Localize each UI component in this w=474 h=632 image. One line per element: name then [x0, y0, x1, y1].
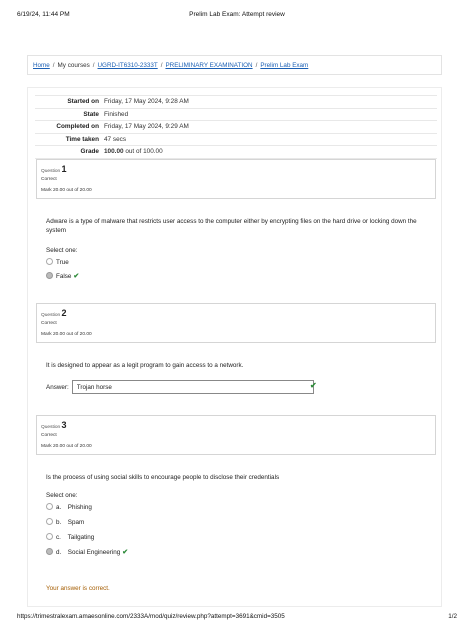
breadcrumb-separator: / [255, 62, 258, 69]
summary-key: State [83, 110, 99, 118]
breadcrumb-section-link[interactable]: PRELIMINARY EXAMINATION [165, 62, 253, 69]
radio-button[interactable] [46, 518, 53, 525]
print-url: https://trimestralexam.amaesonline.com/2333A/mod/quiz/review.php?attempt=3691&cmid=3505 [17, 613, 285, 620]
question-2-text: It is designed to appear as a legit program to gain access to a network. [46, 362, 244, 369]
breadcrumb-quiz-link[interactable]: Prelim Lab Exam [260, 62, 309, 69]
question-1-select-label: Select one: [46, 247, 78, 254]
option-label: Tailgating [67, 534, 95, 541]
question-3-select-label: Select one: [46, 492, 78, 499]
question-1-option-false[interactable] [46, 272, 79, 281]
answer-label: Answer: [46, 383, 69, 391]
check-icon: ✔ [310, 381, 317, 390]
option-label: Phishing [67, 504, 92, 511]
summary-key: Grade [80, 148, 99, 155]
breadcrumb-home-link[interactable]: Home [33, 62, 50, 69]
option-label: Social Engineering [67, 549, 121, 556]
attempt-summary-table [35, 95, 437, 159]
breadcrumb-separator: / [160, 62, 163, 69]
print-footer [17, 613, 457, 620]
question-1-option-true[interactable] [46, 258, 69, 267]
option-letter: d. [56, 549, 62, 556]
option-label: Spam [67, 519, 85, 526]
question-mark: Mark 20.00 out of 20.00 [41, 444, 92, 449]
summary-key: Time taken [65, 135, 99, 143]
option-letter: b. [56, 519, 62, 526]
summary-key: Completed on [56, 123, 99, 130]
option-letter: c. [56, 534, 61, 541]
summary-value: Finished [104, 110, 129, 118]
question-mark: Mark 20.00 out of 20.00 [41, 188, 92, 193]
print-datetime: 6/19/24, 11:44 PM [17, 11, 70, 18]
question-2-info [36, 303, 436, 343]
question-number: Question 3 [41, 420, 67, 430]
summary-row-state [35, 108, 437, 121]
question-3-feedback: Your answer is correct. [46, 585, 110, 592]
breadcrumb-separator: / [92, 62, 95, 69]
summary-row-started [35, 95, 437, 108]
radio-button[interactable] [46, 533, 53, 540]
question-3-option-b[interactable] [46, 518, 84, 527]
page-number: 1/2 [448, 613, 457, 620]
summary-value: 47 secs [104, 135, 127, 143]
breadcrumb [27, 55, 442, 75]
radio-button-selected[interactable] [46, 548, 53, 555]
question-number: Question 1 [41, 164, 67, 174]
summary-value [104, 146, 163, 158]
radio-button[interactable] [46, 258, 53, 265]
check-icon: ✔ [122, 549, 129, 556]
question-status: Correct [41, 321, 57, 326]
question-number: Question 2 [41, 308, 67, 318]
question-status: Correct [41, 433, 57, 438]
breadcrumb-separator: / [52, 62, 55, 69]
question-3-option-c[interactable] [46, 533, 94, 542]
question-1-info [36, 159, 436, 199]
question-mark: Mark 20.00 out of 20.00 [41, 332, 92, 337]
radio-button-selected[interactable] [46, 272, 53, 279]
summary-value: Friday, 17 May 2024, 9:29 AM [104, 123, 189, 130]
question-3-info [36, 415, 436, 455]
question-2-answer-row [46, 379, 314, 395]
question-1-text: Adware is a type of malware that restricts user access to the computer either by encrypting files on the hard drive or locking down the system [46, 218, 417, 234]
summary-value: Friday, 17 May 2024, 9:28 AM [104, 98, 189, 105]
summary-row-completed [35, 120, 437, 133]
breadcrumb-course-link[interactable]: UGRD-IT6310-2333T [97, 62, 158, 69]
check-icon: ✔ [73, 273, 80, 280]
option-letter: a. [56, 504, 62, 511]
grade-total: out of 100.00 [123, 148, 163, 155]
summary-row-grade [35, 145, 437, 159]
radio-button[interactable] [46, 503, 53, 510]
question-status: Correct [41, 177, 57, 182]
print-title: Prelim Lab Exam: Attempt review [189, 11, 285, 18]
option-label: False [56, 273, 72, 280]
summary-key: Started on [67, 98, 99, 105]
breadcrumb-my-courses: My courses [57, 62, 90, 69]
question-3-option-a[interactable] [46, 503, 92, 512]
option-label: True [56, 259, 69, 266]
grade-score: 100.00 [104, 148, 124, 155]
print-header [17, 11, 457, 21]
question-3-text: Is the process of using social skills to encourage people to disclose their credentials [46, 474, 280, 481]
summary-row-time-taken [35, 133, 437, 146]
answer-input[interactable] [72, 380, 314, 394]
question-3-option-d[interactable] [46, 548, 128, 557]
